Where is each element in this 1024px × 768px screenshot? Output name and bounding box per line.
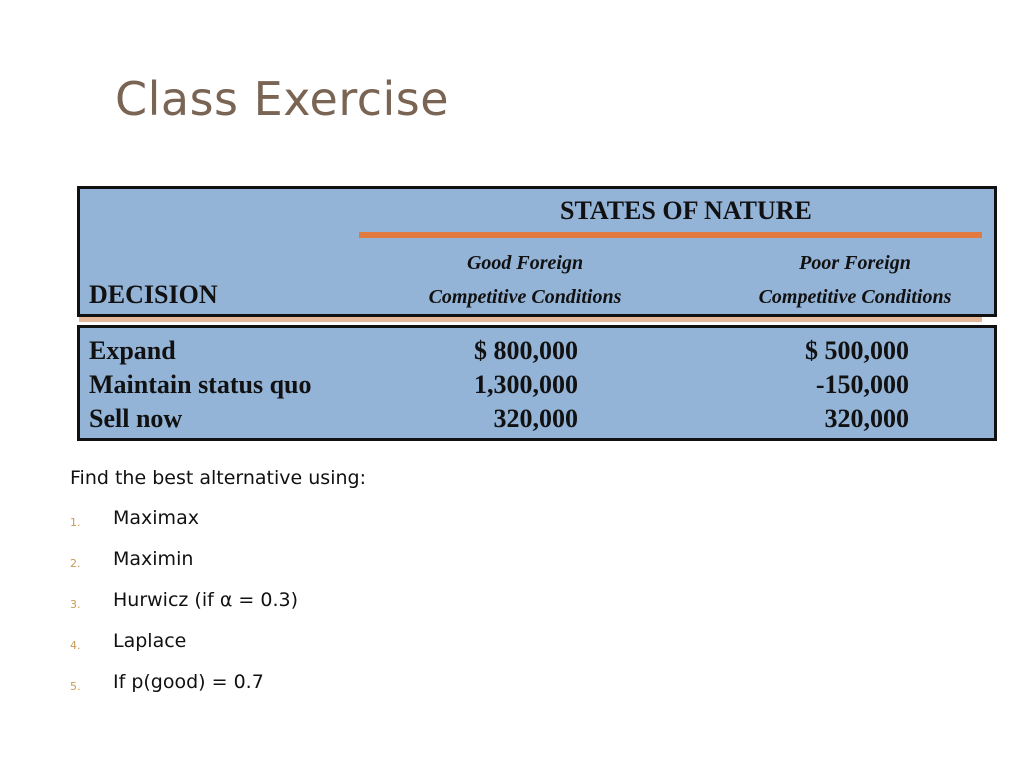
table-cell-good: $ 800,000 bbox=[474, 336, 578, 365]
column-header-good-line1: Good Foreign bbox=[466, 252, 584, 274]
header-separator bbox=[79, 317, 982, 322]
list-text: Maximin bbox=[113, 548, 194, 570]
states-underline bbox=[359, 232, 982, 238]
list-number: 3. bbox=[70, 598, 81, 611]
table-cell-poor: $ 500,000 bbox=[805, 336, 909, 365]
list-text: Hurwicz (if α = 0.3) bbox=[113, 589, 298, 611]
column-header-good-line2: Competitive Conditions bbox=[428, 286, 622, 308]
list-number: 1. bbox=[70, 516, 81, 529]
table-row-label: Maintain status quo bbox=[89, 370, 312, 399]
list-number: 2. bbox=[70, 557, 81, 570]
list-text: If p(good) = 0.7 bbox=[113, 671, 264, 693]
list-number: 5. bbox=[70, 680, 81, 693]
table-cell-good: 320,000 bbox=[493, 404, 578, 433]
table-cell-good: 1,300,000 bbox=[474, 370, 578, 399]
column-header-poor-line1: Poor Foreign bbox=[799, 252, 911, 274]
table-row-label: Expand bbox=[89, 336, 176, 365]
decision-label: DECISION bbox=[89, 280, 218, 309]
column-header-poor bbox=[735, 246, 975, 314]
list-number: 4. bbox=[70, 639, 81, 652]
states-of-nature-heading: STATES OF NATURE bbox=[560, 196, 812, 225]
list-text: Maximax bbox=[113, 507, 199, 529]
slide-title: Class Exercise bbox=[115, 72, 450, 126]
column-header-poor-line2: Competitive Conditions bbox=[758, 286, 952, 308]
table-cell-poor: 320,000 bbox=[824, 404, 909, 433]
instructions-intro: Find the best alternative using: bbox=[70, 467, 366, 489]
table-row-label: Sell now bbox=[89, 404, 183, 433]
table-cell-poor: -150,000 bbox=[815, 370, 909, 399]
list-text: Laplace bbox=[113, 630, 187, 652]
column-header-good bbox=[405, 246, 645, 314]
